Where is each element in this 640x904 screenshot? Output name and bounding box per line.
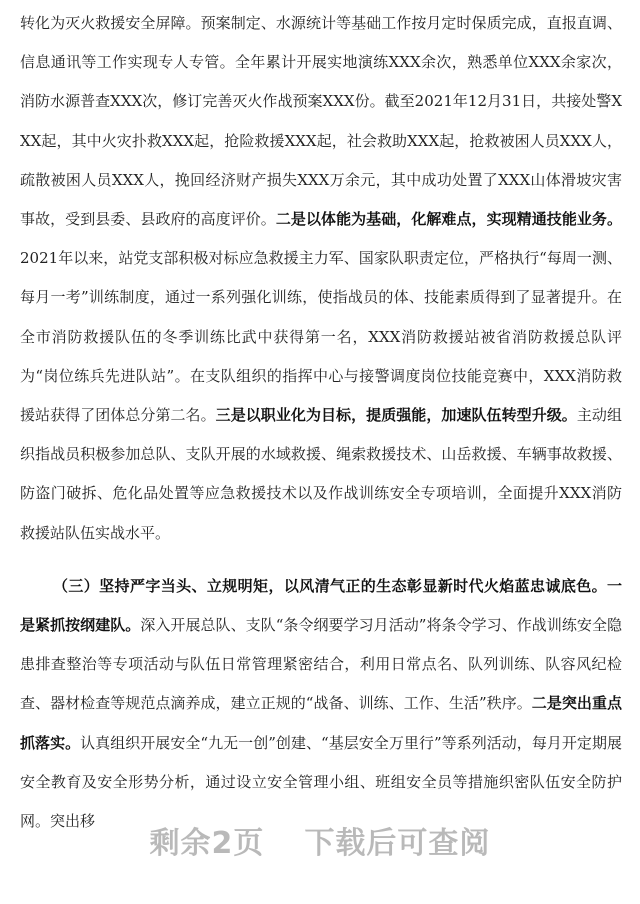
bold-heading: 二是突出重点抓落实。 [20,694,622,752]
text-run: 认真组织开展安全“九无一创”创建、“基层安全万里行”等系列活动，每月开定期展安全教育及安全形势分析，通过设立安全管理小组、班组安全员等措施织密队伍安全防护网。突出移 [20,733,622,831]
text-run: 主动组织指战员积极参加总队、支队开展的水域救援、绳索救援技术、山岳救援、车辆事故救援、防盗门破拆、危化品处置等应急救援技术以及作战训练安全专项培训，全面提升XXX消防救援站队伍实战水平。 [20,406,622,542]
download-prompt-text: 下载后可查阅 [304,826,491,861]
bold-heading: 二是以体能为基础，化解难点，实现精通技能业务。 [275,210,622,229]
text-run: 转化为灭火救援安全屏障。预案制定、水源统计等基础工作按月定时保质完成，直报直调、信息通讯等工作实现专人专管。全年累计开展实地演练XXX余次，熟悉单位XXX余家次，消防水源普查XXX次，修订完善灭火作战预案XXX份。截至2021年12月31日，共接处警XXX起，其中火灾扑救XXX起，抢险救援XXX起，社会救助XXX起，抢救被困人员XXX人，疏散被困人员XXX人，挽回经济财产损失XXX万余元，其中成功处置了XXX山体滑坡灾害事故，受到县委、县政府的高度评价。 [20,14,622,229]
paragraph-2 [20,567,622,841]
bold-heading: 三是以职业化为目标，提质强能，加速队伍转型升级。 [215,406,577,425]
remaining-pages-text: 剩余2页 [149,826,265,861]
section-heading: （三）坚持严字当头、立规明矩，以风清气正的生态彰显新时代火焰蓝忠诚底色。一是紧抓按纲建队。 [20,576,622,635]
document-body [20,4,622,841]
download-watermark [0,818,640,862]
text-run: 深入开展总队、支队“条令纲要学习月活动”将条令学习、作战训练安全隐患排查整治等专项活动与队伍日常管理紧密结合，利用日常点名、队列训练、队容风纪检查、器材检查等规范点滴养成，建立正规的“战备、训练、工作、生活”秩序。 [20,616,622,713]
paragraph-1 [20,4,622,553]
text-run: 2021年以来，站党支部积极对标应急救援主力军、国家队职责定位，严格执行“每周一测、每月一考”训练制度，通过一系列强化训练，使指战员的体、技能素质得到了显著提升。在全市消防救援队伍的冬季训练比武中获得第一名，XXX消防救援站被省消防救援总队评为“岗位练兵先进队站”。在支队组织的指挥中心与接警调度岗位技能竞赛中，XXX消防救援站获得了团体总分第二名。 [20,249,622,425]
